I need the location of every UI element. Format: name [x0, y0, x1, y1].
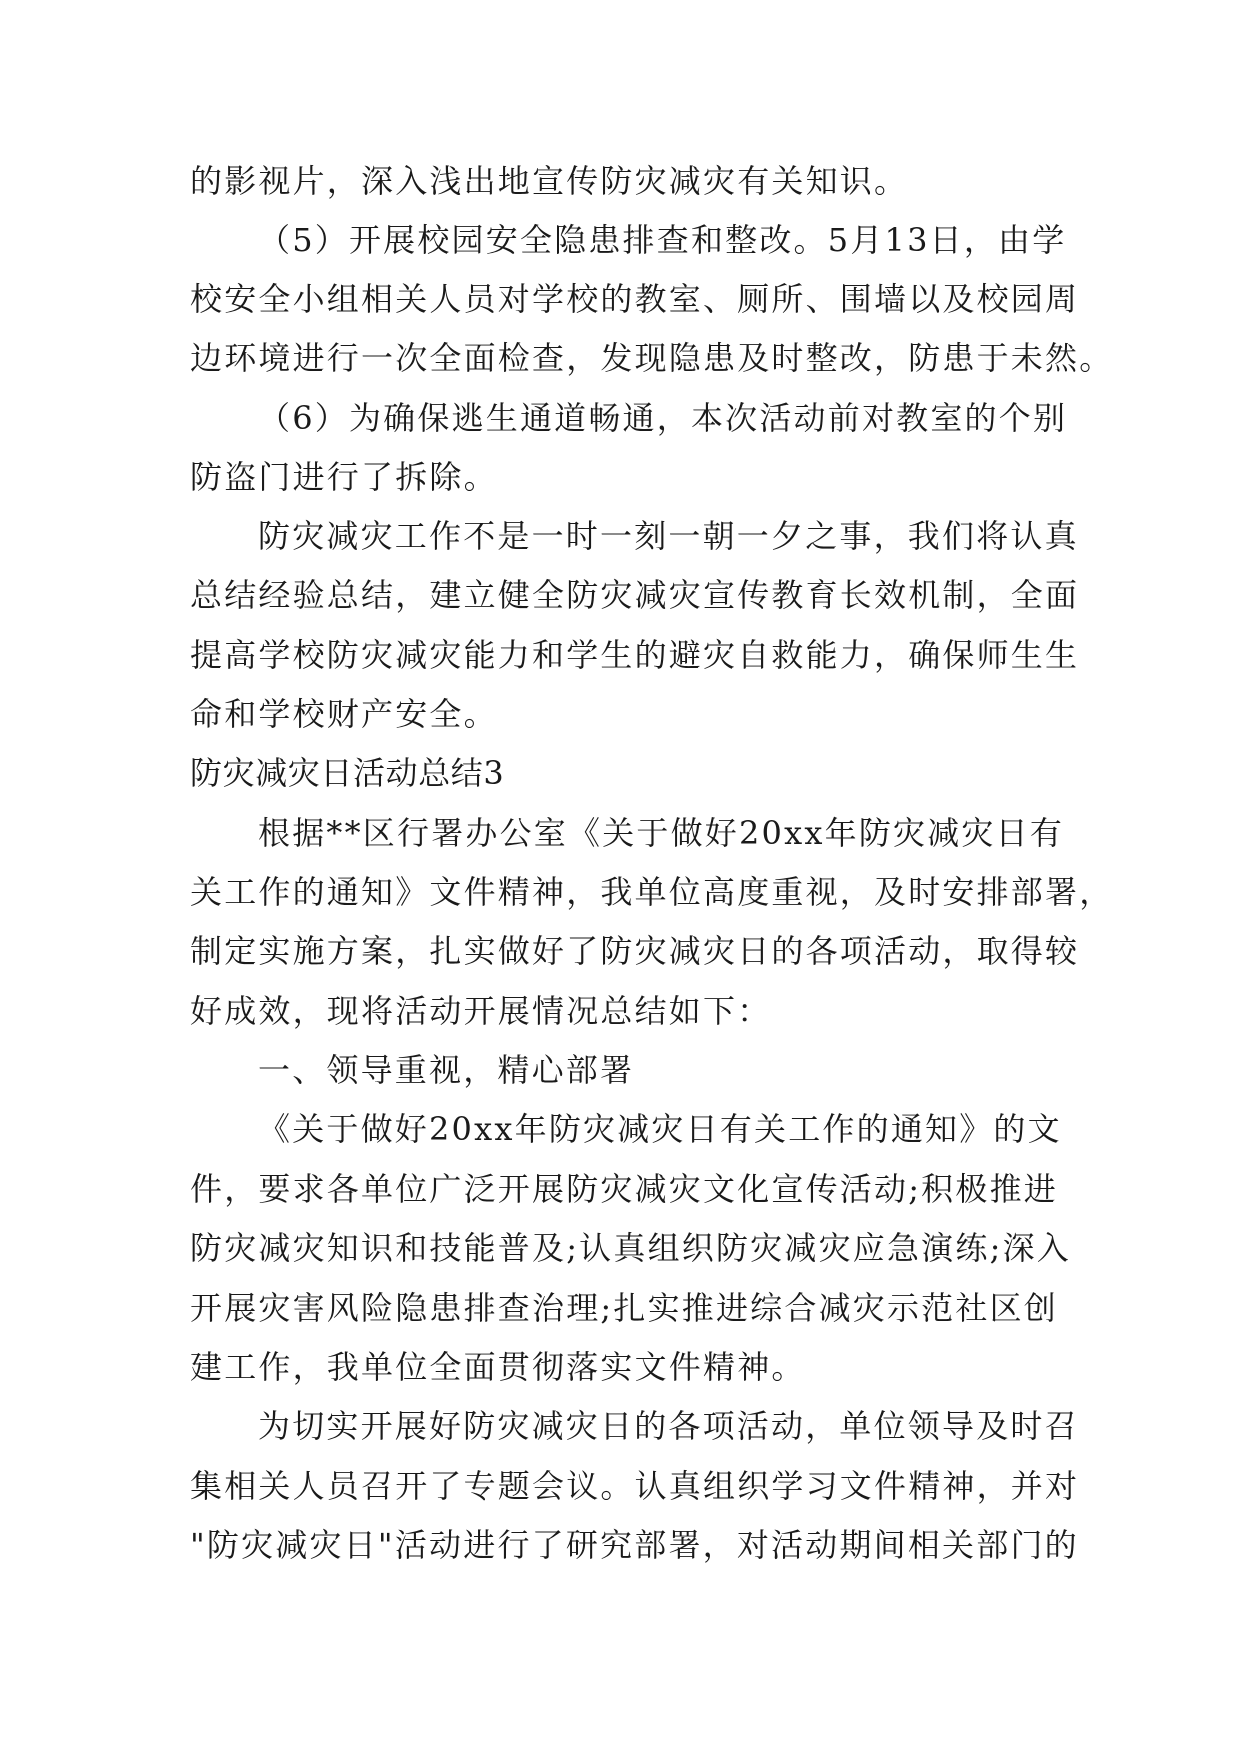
- text-line: 好成效，现将活动开展情况总结如下：: [190, 992, 772, 1030]
- text-line: 防盗门进行了拆除。: [190, 458, 498, 496]
- text-line: 《关于做好20xx年防灾减灾日有关工作的通知》的文: [258, 1110, 1062, 1148]
- text-line: （5）开展校园安全隐患排查和整改。5月13日，由学: [258, 221, 1067, 259]
- text-line: 为切实开展好防灾减灾日的各项活动，单位领导及时召: [258, 1407, 1079, 1445]
- text-line: 关工作的通知》文件精神，我单位高度重视，及时安排部署，: [190, 873, 1114, 911]
- text-line: 命和学校财产安全。: [190, 695, 498, 733]
- text-line: 校安全小组相关人员对学校的教室、厕所、围墙以及校园周: [190, 280, 1080, 318]
- text-line: 建工作，我单位全面贯彻落实文件精神。: [190, 1348, 806, 1386]
- text-line: "防灾减灾日"活动进行了研究部署，对活动期间相关部门的: [190, 1526, 1079, 1564]
- text-line: 开展灾害风险隐患排查治理;扎实推进综合减灾示范社区创: [190, 1289, 1058, 1327]
- subsection-heading: 一、领导重视，精心部署: [258, 1051, 635, 1089]
- text-line: 根据**区行署办公室《关于做好20xx年防灾减灾日有: [258, 814, 1065, 852]
- section-title: 防灾减灾日活动总结3: [190, 754, 505, 792]
- text-line: 集相关人员召开了专题会议。认真组织学习文件精神，并对: [190, 1467, 1080, 1505]
- text-line: 防灾减灾知识和技能普及;认真组织防灾减灾应急演练;深入: [190, 1229, 1071, 1267]
- text-line: （6）为确保逃生通道畅通，本次活动前对教室的个别: [258, 399, 1068, 437]
- text-line: 边环境进行一次全面检查，发现隐患及时整改，防患于未然。: [190, 339, 1114, 377]
- text-line: 件，要求各单位广泛开展防灾减灾文化宣传活动;积极推进: [190, 1170, 1058, 1208]
- text-line: 总结经验总结，建立健全防灾减灾宣传教育长效机制，全面: [190, 576, 1080, 614]
- text-line: 制定实施方案，扎实做好了防灾减灾日的各项活动，取得较: [190, 932, 1080, 970]
- text-line: 防灾减灾工作不是一时一刻一朝一夕之事，我们将认真: [258, 517, 1079, 555]
- text-line: 提高学校防灾减灾能力和学生的避灾自救能力，确保师生生: [190, 636, 1080, 674]
- text-line: 的影视片，深入浅出地宣传防灾减灾有关知识。: [190, 162, 909, 200]
